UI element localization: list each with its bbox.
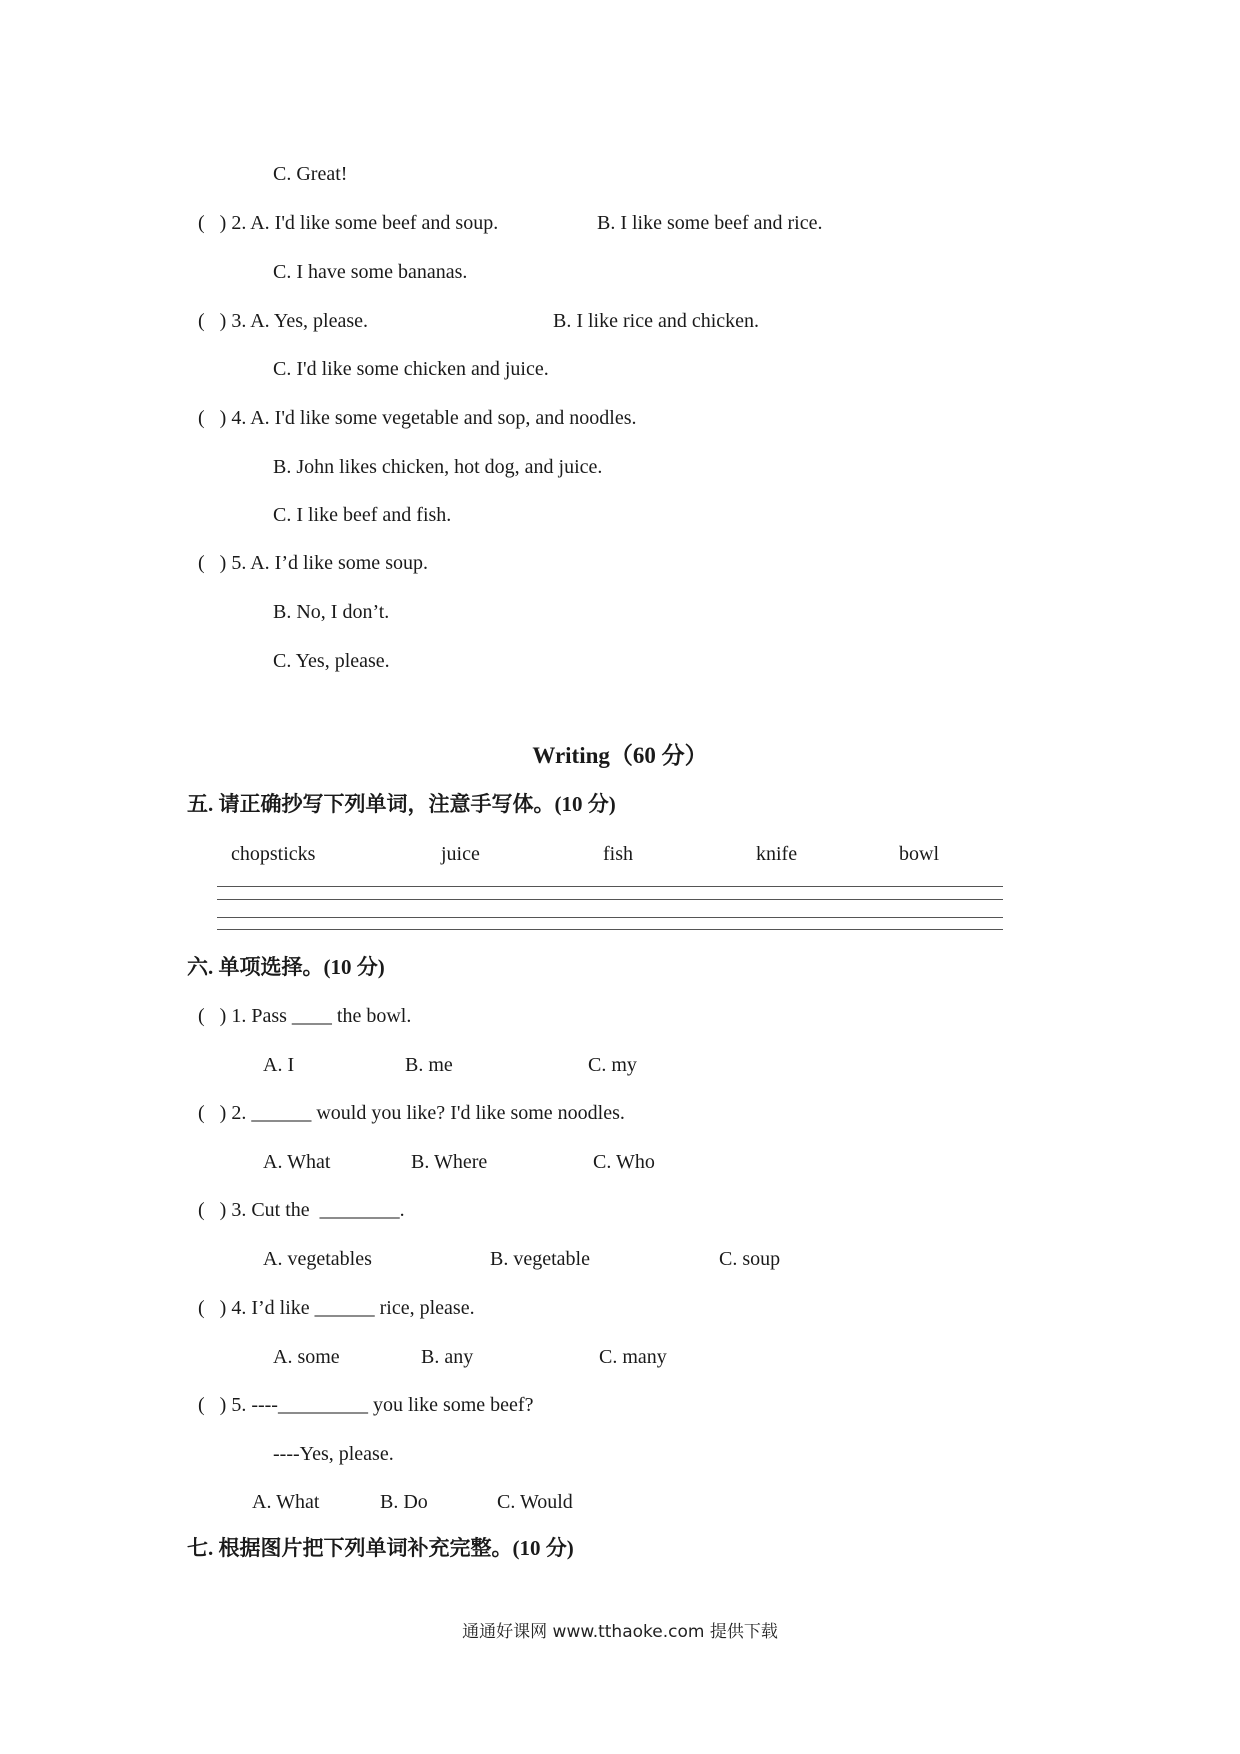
option-text: A. I	[263, 1054, 295, 1076]
copy-word: knife	[756, 843, 798, 865]
writing-line	[217, 899, 1003, 900]
option-text: C. Yes, please.	[273, 650, 390, 672]
option-text: C. soup	[719, 1248, 781, 1270]
option-text: B. I like some beef and rice.	[597, 212, 823, 234]
section-5-heading: 五. 请正确抄写下列单词，注意手写体。(10 分)	[187, 792, 616, 816]
option-text: B. vegetable	[490, 1248, 590, 1270]
option-text: A. What	[263, 1151, 331, 1173]
option-text: A. What	[252, 1491, 320, 1513]
writing-line	[217, 929, 1003, 930]
copy-word: bowl	[899, 843, 939, 865]
option-text: B. Do	[380, 1491, 428, 1513]
option-text: B. I like rice and chicken.	[553, 310, 760, 332]
option-text: C. I like beef and fish.	[273, 504, 452, 526]
question-line: ( ) 1. Pass ____ the bowl.	[198, 1005, 412, 1027]
option-text: B. any	[421, 1346, 474, 1368]
question-line: ( ) 4. I’d like ______ rice, please.	[198, 1297, 475, 1319]
question-line: ( ) 5. ----_________ you like some beef?	[198, 1394, 534, 1416]
option-text: C. Who	[593, 1151, 655, 1173]
option-text: C. my	[588, 1054, 637, 1076]
writing-title: Writing（60 分）	[532, 743, 708, 768]
question-line: ( ) 3. Cut the ________.	[198, 1199, 405, 1221]
option-text: A. some	[273, 1346, 340, 1368]
option-text: A. vegetables	[263, 1248, 372, 1270]
option-text: C. I'd like some chicken and juice.	[273, 358, 549, 380]
question-line: ( ) 2. A. I'd like some beef and soup.	[198, 212, 499, 234]
option-text: C. I have some bananas.	[273, 261, 468, 283]
option-text: C. Would	[497, 1491, 573, 1513]
question-line: ( ) 3. A. Yes, please.	[198, 310, 368, 332]
question-line: ( ) 5. A. I’d like some soup.	[198, 552, 428, 574]
section-7-heading: 七. 根据图片把下列单词补充完整。(10 分)	[187, 1536, 574, 1560]
copy-word: juice	[441, 843, 480, 865]
option-text: C. many	[599, 1346, 667, 1368]
copy-word: chopsticks	[231, 843, 316, 865]
option-text: B. Where	[411, 1151, 488, 1173]
option-text: B. John likes chicken, hot dog, and juice.	[273, 456, 603, 478]
question-line: ( ) 2. ______ would you like? I'd like some noodles.	[198, 1102, 625, 1124]
reply-line: ----Yes, please.	[273, 1443, 394, 1465]
writing-line	[217, 917, 1003, 918]
copy-word: fish	[603, 843, 633, 865]
option-text: B. No, I don’t.	[273, 601, 390, 623]
writing-line	[217, 886, 1003, 887]
question-line: ( ) 4. A. I'd like some vegetable and sop, and noodles.	[198, 407, 637, 429]
page-footer: 通通好课网 www.tthaoke.com 提供下载	[462, 1622, 778, 1642]
section-6-heading: 六. 单项选择。(10 分)	[187, 955, 385, 979]
option-text: C. Great!	[273, 163, 348, 185]
option-text: B. me	[405, 1054, 453, 1076]
